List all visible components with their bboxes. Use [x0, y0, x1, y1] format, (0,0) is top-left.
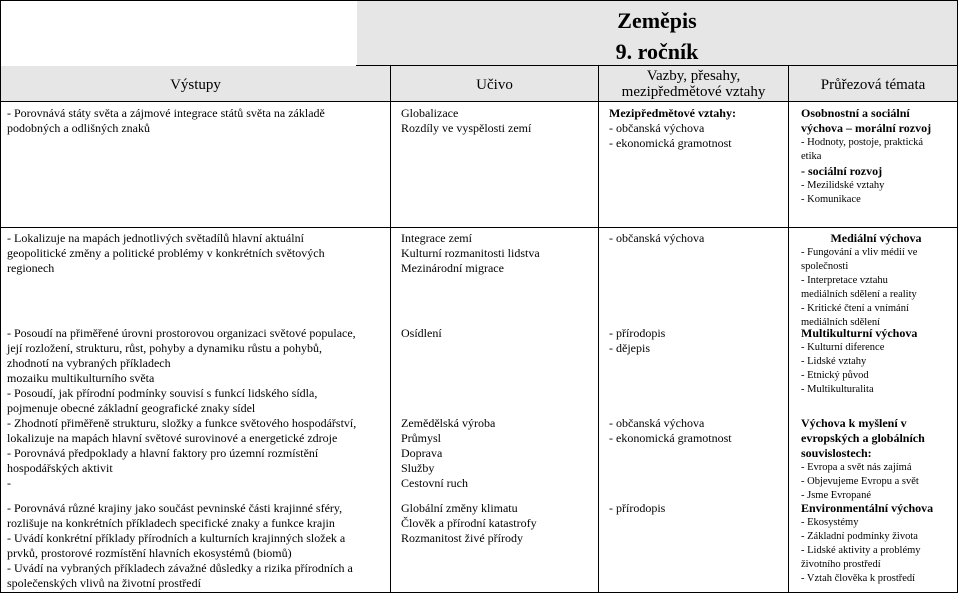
topic-heading: výchova – morální rozvoj — [801, 121, 932, 135]
column-divider-2 — [598, 65, 599, 593]
text-line: - Porovnává předpoklady a hlavní faktory pro územní rozmístění — [7, 446, 319, 460]
text-line: - dějepis — [609, 341, 650, 355]
text-line: - Mezilidské vztahy — [801, 180, 885, 191]
text-line: - Ekosystémy — [801, 517, 859, 528]
row3-vystupy — [7, 416, 356, 491]
row3-temata — [801, 416, 925, 503]
topic-heading: evropských a globálních — [801, 431, 925, 445]
text-line: - Etnický původ — [801, 370, 869, 381]
table-border-right — [957, 0, 958, 593]
row2-temata-a — [801, 231, 951, 330]
topic-heading: Environmentální výchova — [801, 501, 934, 515]
text-line: - ekonomická gramotnost — [609, 431, 732, 445]
topic-heading: Mediální výchova — [830, 231, 922, 245]
text-line: mediálních sdělení a reality — [801, 289, 917, 300]
row2-vazby-a — [609, 231, 704, 246]
header-prurezova-temata: Průřezová témata — [820, 77, 926, 93]
text-line: - Hodnoty, postoje, praktická — [801, 137, 924, 148]
text-line: - přírodopis — [609, 326, 666, 340]
topic-heading: Výchova k myšlení v — [801, 416, 907, 430]
text-line: Globální změny klimatu — [401, 501, 518, 515]
text-line: - přírodopis — [609, 501, 666, 515]
row4-ucivo — [401, 501, 537, 546]
text-line: životního prostředí — [801, 559, 881, 570]
text-line: regionech — [7, 261, 55, 275]
table-border-bottom — [0, 592, 958, 593]
text-line: její rozložení, strukturu, růst, pohyby a dynamiku růstu a pohybů, — [7, 341, 322, 355]
column-divider-1 — [390, 65, 391, 593]
row2-vystupy-a — [7, 231, 325, 276]
text-line: prvků, prostorové rozmístění hlavních ekosystémů (biomů) — [7, 546, 292, 560]
row3-ucivo — [401, 416, 495, 491]
text-line: zhodnotí na vybraných příkladech — [7, 356, 171, 370]
row1-ucivo — [401, 106, 531, 136]
row1-vystupy — [7, 106, 325, 136]
text-line: - Multikulturalita — [801, 384, 874, 395]
header-vystupy: Výstupy — [170, 77, 221, 93]
row4-vystupy — [7, 501, 353, 591]
row4-temata — [801, 501, 933, 586]
text-line: lokalizuje na mapách hlavní světové surovinové a energetické zdroje — [7, 431, 338, 445]
text-line: Osídlení — [401, 326, 442, 340]
text-line: Globalizace — [401, 106, 459, 120]
text-line: - Porovnává různé krajiny jako součást pevninské části krajinné sféry, — [7, 501, 343, 515]
text-line: společenských vlivů na životní prostředí — [7, 576, 201, 590]
text-line: Zemědělská výroba — [401, 416, 496, 430]
header-vazby — [599, 68, 788, 100]
title-divider — [356, 65, 958, 66]
text-line: Člověk a přírodní katastrofy — [401, 516, 537, 530]
text-line: geopolitické změny a politické problémy v konkrétních světových — [7, 246, 325, 260]
text-line: mozaiku multikulturního světa — [7, 371, 155, 385]
text-line: - občanská výchova — [609, 121, 705, 135]
text-line: - Lidské vztahy — [801, 356, 867, 367]
table-border-top — [0, 0, 958, 1]
text-line: - Evropa a svět nás zajímá — [801, 462, 912, 473]
topic-heading: souvislostech: — [801, 446, 872, 460]
column-divider-3 — [788, 65, 789, 593]
text-line: - Fungování a vliv médií ve — [801, 247, 918, 258]
text-line: - občanská výchova — [609, 231, 705, 245]
text-line: Integrace zemí — [401, 231, 472, 245]
text-line: - Uvádí konkrétní příklady přírodních a kulturních krajinných složek a — [7, 531, 346, 545]
row1-vazby — [609, 106, 736, 151]
row2-temata-b — [801, 326, 917, 397]
text-line: - Kritické čtení a vnímání — [801, 303, 909, 314]
text-line: - — [7, 476, 11, 490]
text-line: Cestovní ruch — [401, 476, 468, 490]
text-line: Kulturní rozmanitosti lidstva — [401, 246, 540, 260]
header-vazby-line2: mezipředmětové vztahy — [621, 84, 766, 100]
text-line: mediálních sdělení — [801, 317, 881, 328]
row2-vazby-b — [609, 326, 665, 356]
row2-vystupy-b — [7, 326, 356, 416]
text-line: - Posoudí, jak přírodní podmínky souvisí s funkcí lidského sídla, — [7, 386, 318, 400]
topic-heading: Multikulturní výchova — [801, 326, 918, 340]
text-line: - Porovnává státy světa a zájmové integrace států světa na základě — [7, 106, 325, 120]
text-line: rozlišuje na konkrétních příkladech specifické znaky a funkce krajin — [7, 516, 335, 530]
text-line: - Komunikace — [801, 194, 861, 205]
text-line: - ekonomická gramotnost — [609, 136, 732, 150]
text-line: - Lokalizuje na mapách jednotlivých světadílů hlavní aktuální — [7, 231, 304, 245]
text-line: Služby — [401, 461, 435, 475]
text-line: - Základní podmínky života — [801, 531, 918, 542]
text-line: Mezinárodní migrace — [401, 261, 504, 275]
header-ucivo: Učivo — [476, 77, 513, 93]
topic-heading: - sociální rozvoj — [801, 164, 883, 178]
text-line: pojmenuje obecné základní geografické znaky sídel — [7, 401, 256, 415]
text-line: Doprava — [401, 446, 443, 460]
text-line: - Zhodnotí přiměřeně strukturu, složky a funkce světového hospodářství, — [7, 416, 357, 430]
text-line: - Lidské aktivity a problémy — [801, 545, 921, 556]
text-line: Rozmanitost živé přírody — [401, 531, 523, 545]
text-line: podobných a odlišných znaků — [7, 121, 150, 135]
topic-heading: Osobnostní a sociální — [801, 106, 910, 120]
text-line: - Jsme Evropané — [801, 490, 871, 501]
text-line: etika — [801, 151, 822, 162]
row4-vazby — [609, 501, 665, 516]
text-line: hospodářských aktivit — [7, 461, 113, 475]
row1-temata — [801, 106, 931, 207]
text-line: - občanská výchova — [609, 416, 705, 430]
text-line: - Interpretace vztahu — [801, 275, 888, 286]
text-line: Průmysl — [401, 431, 442, 445]
vazby-heading: Mezipředmětové vztahy: — [609, 106, 736, 120]
text-line: - Objevujeme Evropu a svět — [801, 476, 919, 487]
text-line: Rozdíly ve vyspělosti zemí — [401, 121, 532, 135]
row3-vazby — [609, 416, 732, 446]
document-title: Zeměpis — [617, 8, 697, 33]
header-vazby-line1: Vazby, přesahy, — [646, 68, 741, 84]
text-line: - Vztah člověka k prostředí — [801, 573, 916, 584]
text-line: - Uvádí na vybraných příkladech závažné důsledky a rizika přírodních a — [7, 561, 353, 575]
document-subtitle: 9. ročník — [615, 39, 699, 64]
header-divider — [0, 101, 958, 102]
text-line: - Kulturní diference — [801, 342, 885, 353]
row-divider — [0, 227, 958, 228]
text-line: společnosti — [801, 261, 849, 272]
text-line: - Posoudí na přiměřené úrovni prostorovou organizaci světové populace, — [7, 326, 356, 340]
row2-ucivo-a — [401, 231, 540, 276]
row2-ucivo-b — [401, 326, 442, 341]
